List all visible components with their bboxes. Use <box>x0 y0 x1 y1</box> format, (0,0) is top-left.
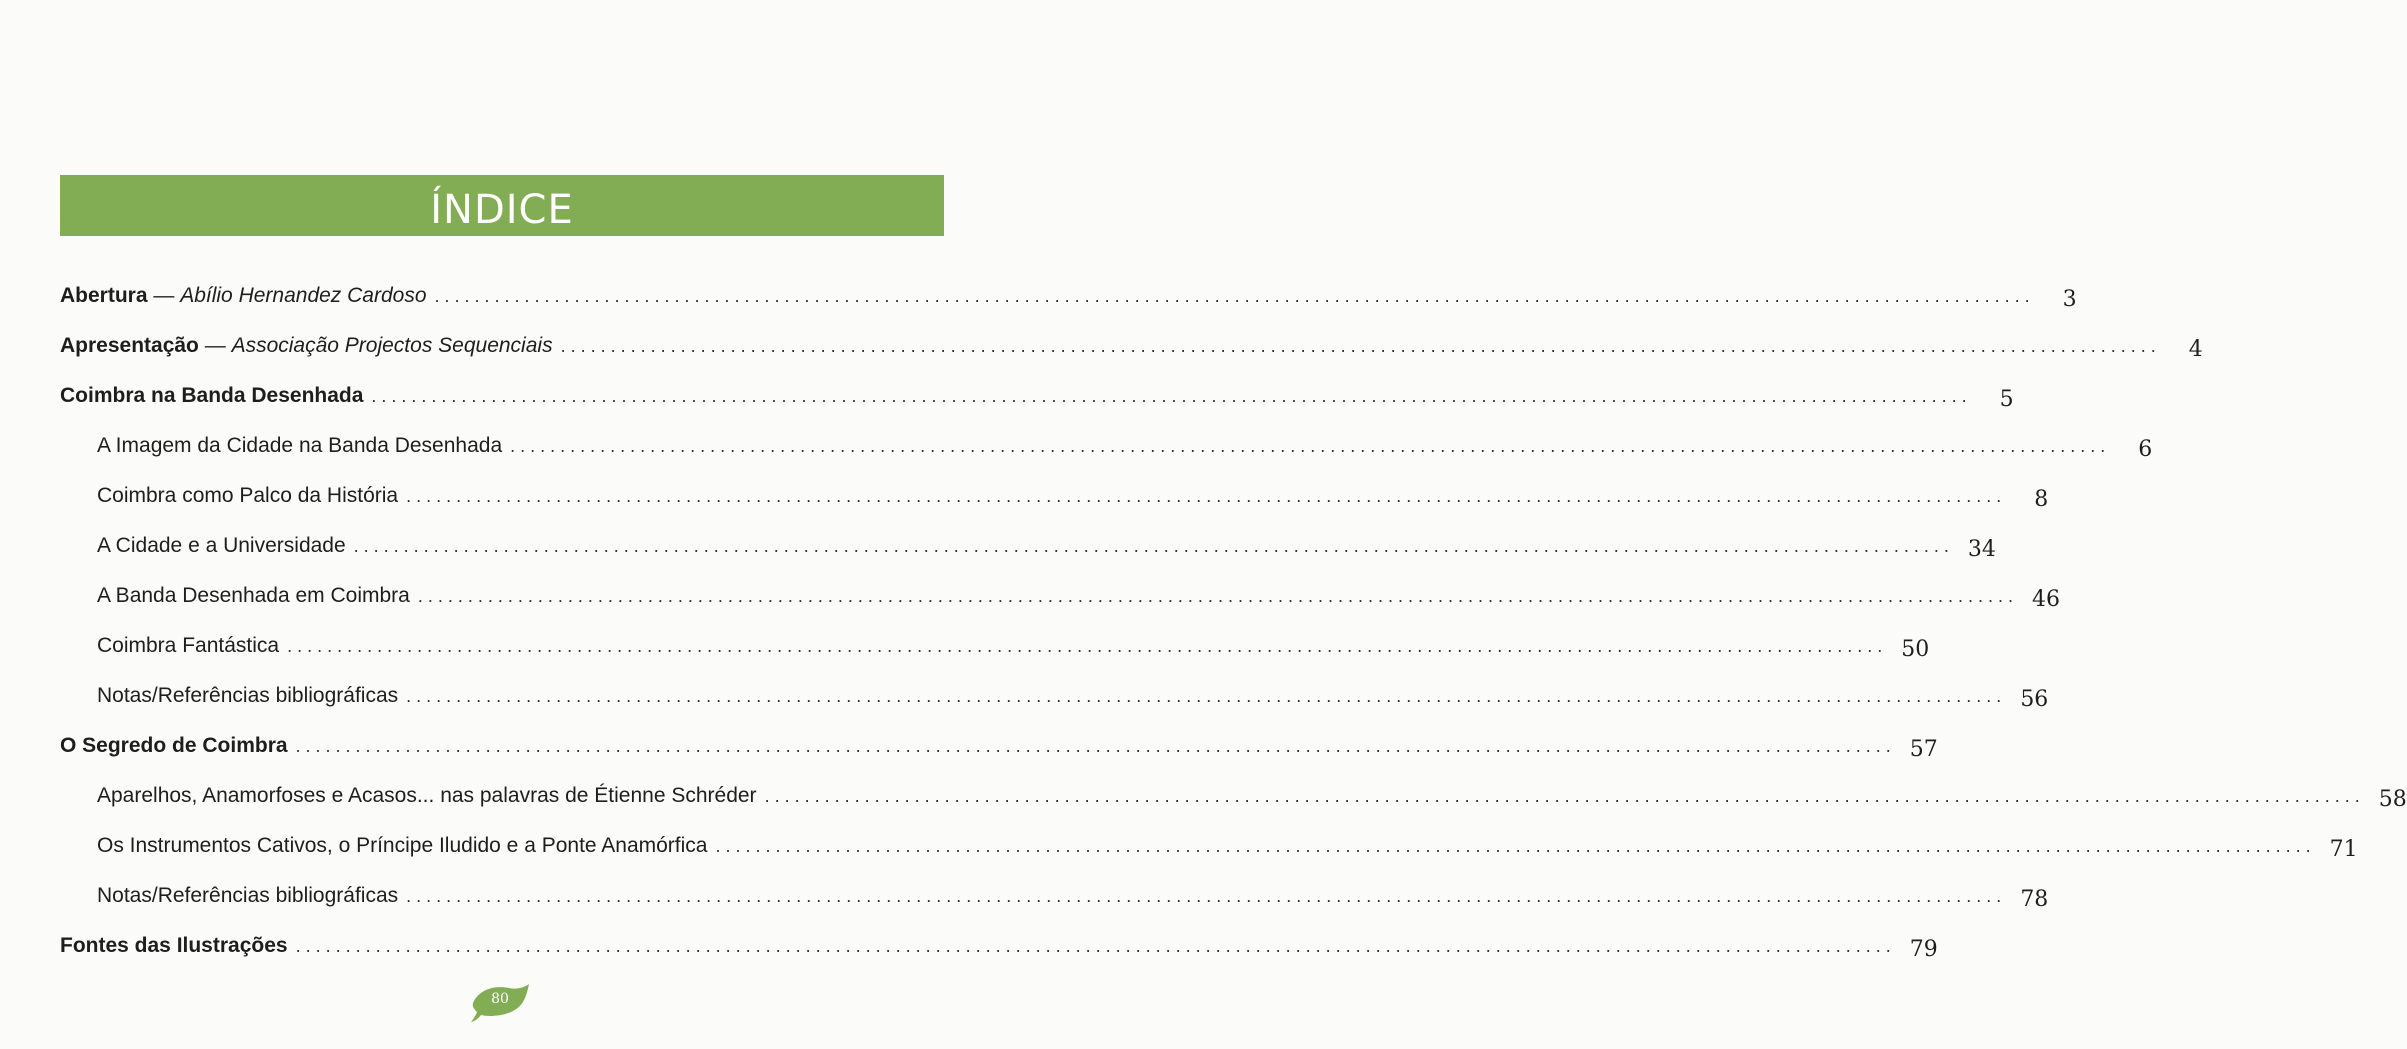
title-banner <box>60 175 944 236</box>
leader-dots: ................................................................................................................................................................ <box>715 836 2316 856</box>
leader-dots: ................................................................................................................................................................ <box>417 586 2019 606</box>
leader-dots: ................................................................................................................................................................ <box>295 936 1896 956</box>
toc-subentry-title: Notas/Referências bibliográficas <box>97 684 399 707</box>
toc-entry-page: 5 <box>1999 387 2014 412</box>
toc-entry-title: Abertura <box>60 284 148 307</box>
page-number-badge <box>469 981 531 1023</box>
leader-dots: ................................................................................................................................................................ <box>406 686 2007 706</box>
toc-entry-title: O Segredo de Coimbra <box>60 734 288 757</box>
leader-dots: ................................................................................................................................................................ <box>764 786 2365 806</box>
toc-entry-page: 3 <box>2062 287 2077 312</box>
toc-subentry-title: Coimbra como Palco da História <box>97 484 399 507</box>
toc-subentry-page: 56 <box>2020 687 2049 712</box>
toc-subentry-page: 78 <box>2020 887 2049 912</box>
toc-subentry-page: 6 <box>2138 437 2153 462</box>
toc-subentry[interactable] <box>60 512 1996 562</box>
toc-entry-author: Abílio Hernandez Cardoso <box>180 284 427 307</box>
toc-subentry-page: 8 <box>2034 487 2049 512</box>
toc-subentry-page: 58 <box>2378 787 2407 812</box>
toc-subentry[interactable] <box>60 562 2061 612</box>
table-of-contents <box>60 262 2407 962</box>
toc-subentry-title: Coimbra Fantástica <box>97 634 280 657</box>
leader-dots: ................................................................................................................................................................ <box>434 286 2035 306</box>
toc-subentry-page: 50 <box>1901 637 1930 662</box>
leader-dots: ................................................................................................................................................................ <box>353 536 1954 556</box>
leader-dots: ................................................................................................................................................................ <box>406 486 2007 506</box>
toc-subentry-page: 34 <box>1967 537 1996 562</box>
toc-entry[interactable] <box>60 262 2077 312</box>
leader-dots: ................................................................................................................................................................ <box>371 386 1972 406</box>
page-title: ÍNDICE <box>430 186 574 233</box>
toc-subentry[interactable] <box>60 462 2049 512</box>
toc-subentry[interactable] <box>60 662 2049 712</box>
toc-entry-author: Associação Projectos Sequenciais <box>231 334 553 357</box>
toc-subentry-title: A Cidade e a Universidade <box>97 534 346 557</box>
toc-subentry[interactable] <box>60 862 2049 912</box>
toc-entry-title: Coimbra na Banda Desenhada <box>60 384 364 407</box>
toc-subentry[interactable] <box>60 812 2358 862</box>
leader-dots: ................................................................................................................................................................ <box>560 336 2161 356</box>
toc-subentry-title: Os Instrumentos Cativos, o Príncipe Iludido e a Ponte Anamórfica <box>97 834 708 857</box>
toc-entry[interactable] <box>60 312 2203 362</box>
leader-dots: ................................................................................................................................................................ <box>406 886 2007 906</box>
toc-subentry-title: A Imagem da Cidade na Banda Desenhada <box>97 434 503 457</box>
toc-subentry-title: Aparelhos, Anamorfoses e Acasos... nas palavras de Étienne Schréder <box>97 784 757 807</box>
toc-entry[interactable] <box>60 912 1938 962</box>
toc-subentry-page: 46 <box>2032 587 2061 612</box>
toc-entry[interactable] <box>60 712 1938 762</box>
toc-entry-separator: — <box>147 284 181 307</box>
leader-dots: ................................................................................................................................................................ <box>295 736 1896 756</box>
leader-dots: ................................................................................................................................................................ <box>510 436 2111 456</box>
toc-subentry-page: 71 <box>2329 837 2358 862</box>
toc-subentry-title: Notas/Referências bibliográficas <box>97 884 399 907</box>
toc-subentry[interactable] <box>60 612 1930 662</box>
leader-dots: ................................................................................................................................................................ <box>287 636 1888 656</box>
toc-subentry[interactable] <box>60 412 2153 462</box>
toc-entry-title: Fontes das Ilustrações <box>60 934 288 957</box>
toc-entry-title: Apresentação <box>60 334 199 357</box>
toc-entry-page: 4 <box>2188 337 2203 362</box>
toc-entry-separator: — <box>198 334 232 357</box>
toc-subentry[interactable] <box>60 762 2407 812</box>
toc-entry-page: 57 <box>1909 737 1938 762</box>
toc-entry-page: 79 <box>1909 937 1938 962</box>
toc-subentry-title: A Banda Desenhada em Coimbra <box>97 584 410 607</box>
page-number: 80 <box>491 991 509 1007</box>
toc-entry[interactable] <box>60 362 2014 412</box>
